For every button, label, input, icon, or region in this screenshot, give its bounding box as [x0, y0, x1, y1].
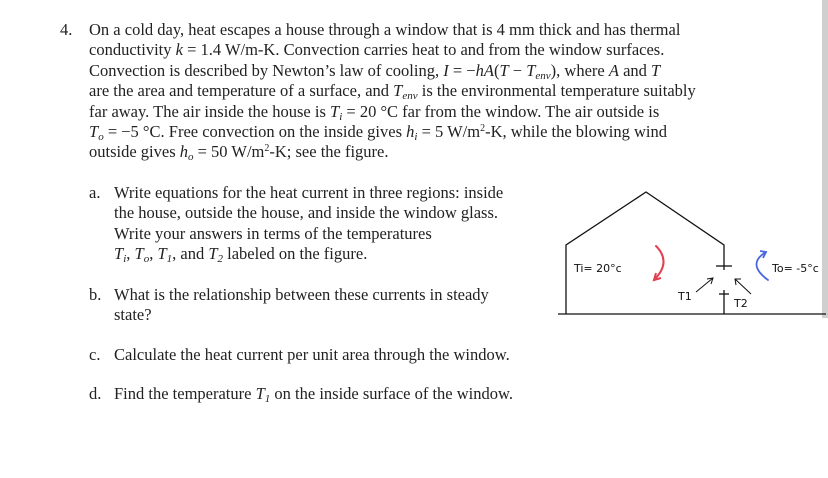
- math-symbol: A: [608, 60, 619, 80]
- inside-temp-label: Ti= 20°c: [574, 262, 622, 275]
- outside-convection-arrow: [756, 252, 768, 280]
- math-symbol: $T_2$: [208, 244, 224, 266]
- question-number: 4.: [60, 20, 73, 39]
- part-b-letter: b.: [89, 285, 102, 304]
- math-symbol: hA: [475, 60, 494, 80]
- part-d-letter: d.: [89, 384, 102, 403]
- math-symbol: $T_i$: [114, 244, 127, 266]
- text-line: outside gives $h_o = 50$ $W/m^2-K$; see the figure.: [89, 142, 389, 164]
- math-symbol: $T_1$: [157, 244, 173, 266]
- text-line: are the area and temperature of a surface, and $T_{env}$ is the environmental temperature suitably: [89, 81, 696, 103]
- text-line: state?: [114, 305, 152, 325]
- t1-pointer-arrow: [696, 278, 713, 292]
- math-symbol: $T_1$: [255, 384, 271, 405]
- text-line: Write your answers in terms of the temperatures: [114, 223, 432, 243]
- math-symbol: $T_o$: [89, 122, 104, 144]
- text-line: What is the relationship between these currents in steady: [114, 285, 489, 304]
- text-line: $T_o = -5$ °C. Free convection on the inside gives $h_i = 5$ $W/m^2-K$, while the blowing wind: [89, 122, 668, 144]
- text-line: Calculate the heat current per unit area through the window.: [114, 345, 510, 364]
- math-symbol: k: [175, 40, 183, 60]
- t2-pointer-arrow: [735, 279, 751, 294]
- text-line: Write equations for the heat current in three regions: inside: [114, 183, 504, 202]
- part-c-text: [114, 345, 510, 365]
- house-outline: [558, 192, 826, 314]
- math-symbol: $T_{env}$: [393, 81, 418, 103]
- text-line: the house, outside the house, and inside the window glass.: [114, 203, 499, 223]
- math-symbol: $T_{env}$: [526, 60, 551, 82]
- part-b-text: [114, 285, 489, 326]
- part-a-letter: a.: [89, 183, 101, 202]
- part-c-letter: c.: [89, 345, 101, 364]
- t1-label: T1: [678, 290, 692, 303]
- question-intro: [89, 20, 739, 163]
- math-symbol: T: [499, 60, 509, 80]
- part-d-text: [114, 384, 513, 404]
- math-symbol: $T_o$: [134, 244, 150, 266]
- text-line: far away. The air inside the house is $T_i = 20$ °C far from the window. The air outside is: [89, 101, 660, 123]
- text-line: $T_i$, $T_o$, $T_1$, and $T_2$ labeled on the figure.: [114, 244, 368, 266]
- math-symbol: T: [651, 60, 661, 80]
- math-symbol: $h_i$: [406, 122, 418, 144]
- part-a-text: [114, 183, 503, 265]
- math-symbol: I: [443, 60, 449, 80]
- text-line: Find the temperature $T_1$ on the inside surface of the window.: [114, 384, 513, 405]
- text-line: On a cold day, heat escapes a house through a window that is 4 mm thick and has thermal: [89, 20, 681, 39]
- house-window-figure: [556, 190, 828, 320]
- math-symbol: $T_i$: [330, 101, 343, 123]
- t2-label: T2: [734, 297, 748, 310]
- text-line: conductivity k = 1.4 W/m-K. Convection carries heat to and from the window surfaces.: [89, 40, 665, 60]
- superscript: 2: [480, 123, 486, 135]
- superscript: 2: [264, 143, 270, 155]
- outside-temp-label: To= -5°c: [772, 262, 819, 275]
- math-symbol: $h_o$: [179, 142, 194, 164]
- text-line: Convection is described by Newton’s law of cooling, $I = -hA(T - T_{env})$, where A and T: [89, 60, 661, 82]
